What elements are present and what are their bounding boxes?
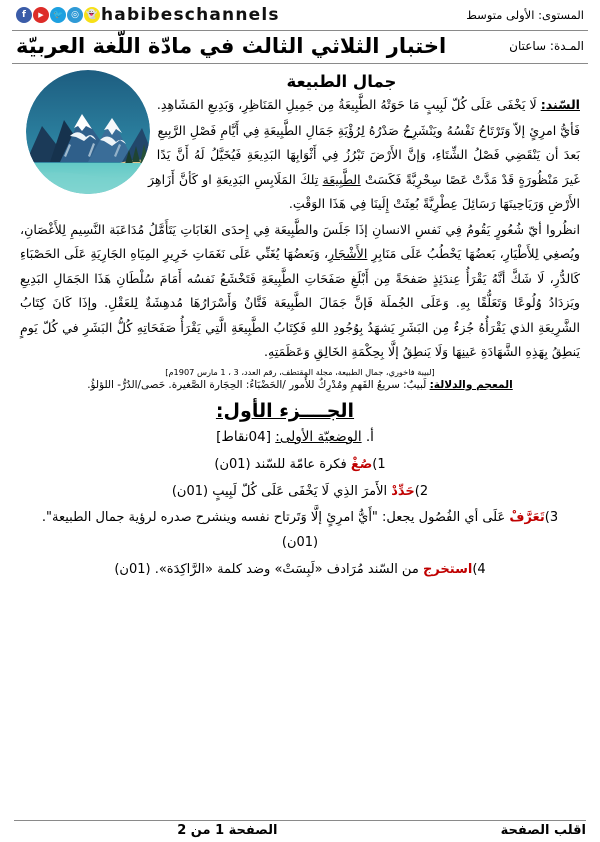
passage-p2-underline-1: رِحُ	[402, 122, 418, 138]
header-title-row	[12, 31, 588, 63]
twitter-icon[interactable]: 🐦	[50, 7, 66, 23]
situation-points: [04نقاط]	[216, 429, 271, 446]
question-1-text: فكرة عامّة للسّند	[254, 457, 351, 473]
question-item-1	[20, 453, 580, 478]
glossary-text: لَبيبٌ: سريعُ الفَهمِ ومُدْرِكٌ للأُمور /الحَضْبَاءُ: الحِجَارة الصَّغيرة. حَصى/الدُرُّ- اللؤلؤُ.	[87, 379, 427, 392]
passage-p3a: انظُروا أيّ شُعُورٍ يَقُومُ فِي نَفسِ الانسانِ إذَا جَلَسَ والطَّبِيعَة فِي إِحدَى الغَابَاتِ يَتَأَمَّلُ مُدَاعَبَة النَّسِيمِ لِلأَغْصَانِ، ويُصغِي لِلأَطْيَارِ، بَعضُهَا يَخْطُبُ عَلَى مَنَابِرِ	[20, 221, 580, 262]
question-1-number: 1)	[372, 457, 386, 473]
turn-page-note: اقلب الصفحة	[500, 823, 586, 838]
question-4-number: 4)	[472, 561, 486, 577]
level-label: المستوى: الأولى متوسط	[466, 8, 584, 22]
question-3-points: (01ن)	[281, 535, 319, 551]
question-list	[20, 453, 580, 582]
situation-label: الوضعيّة الأولى:	[275, 429, 362, 446]
passage-paragraph-3	[20, 218, 580, 365]
page-indicator: الصفحة 1 من 2	[177, 823, 278, 838]
question-2-points: (01ن)	[171, 483, 209, 499]
source-citation: [لبيبة فاخوري، جمال الطبيعة، مجلة المقتطف، رقم العدد، 3 ، 1 مارس 1907م]	[165, 367, 435, 378]
document-content	[12, 64, 588, 582]
question-2-text: الأَمرَ الذِي لَا يَخْفَى عَلَى كُلّ لَبِيبٍ	[212, 483, 392, 499]
facebook-icon[interactable]: f	[16, 7, 32, 23]
exam-title: اختبار الثلاثي الثالث في مادّة اللّغة العربيّة	[16, 34, 447, 58]
sanad-label: السّند:	[540, 97, 580, 112]
brand-name: habibeschannels	[101, 5, 280, 25]
passage-p2b: صَدْرُهُ لِرُؤْيَةِ جَمَالِ الطَّبِيعَةِ فِي أَيَّامِ فَصْلِ الرَّبِيعِ بَعدَ أن يَنْقَضِي فَصْلُ الشِّتَاءِ، وَإنَّ الأَرْضَ تَبْرُزُ فِي أَثْوَابِهَا البَدِيعَةِ فَيُخَيَّلُ لَهُ أَنَّ يَدًا غَيرَ مَنْظُورَةٍ قَدْ مَدَّتْ عَصًا سِحْرِيَّةً فَكَسَتْ	[156, 122, 580, 187]
glossary-label: المعجم والدلالة:	[429, 379, 513, 392]
question-2-verb: حَدِّدْ	[391, 483, 415, 499]
glossary-line	[20, 379, 580, 391]
snapchat-icon[interactable]: 👻	[84, 7, 100, 23]
passage-p3-underline: الأَشْجَارِ	[328, 246, 368, 262]
duration-label: المـدة: ساعتان	[509, 39, 584, 53]
question-3-text: عَلَى أي الفُصُول يجعل: "أَيُّ امرِئٍ إلَّا وَتَرتاح نفسه وينشرح صدره لرؤية جمال الطبيعة".	[41, 510, 510, 526]
question-1-verb: صُغْ	[350, 457, 373, 473]
footer-row	[14, 823, 586, 838]
question-1-points: (01ن)	[214, 457, 251, 473]
question-4-points: (01ن)	[114, 561, 151, 577]
question-item-2	[20, 480, 580, 505]
question-item-3	[20, 506, 580, 555]
youtube-icon[interactable]: ▶	[33, 7, 49, 23]
brand-block	[16, 5, 286, 25]
question-2-number: 2)	[414, 483, 429, 499]
landscape-illustration	[26, 70, 150, 194]
header-top-bar	[12, 0, 588, 30]
passage-p1-text: لَا يَخْفَى عَلَى كُلّ لَبِيبٍ مَا حَوَتْهُ الطَّبِيعَةُ مِن جَمِيلِ المَنَاظِرِ، وَبَدِيعِ المَشَاهِدِ.	[156, 97, 541, 112]
passage-p2-underline-2: الطَّبِيعَة	[322, 171, 361, 187]
passage-p2c: تِلكَ المَلَابِسِ البَدِيعَةِ او كَأنَّ أَزَاهِرَ الأَرْضِ وَرَيَاحِينَهَا رَسَائِلَ عِطْرِيَّةً بُعِثَتْ إِلَينَا فِي هَذَا الوَقْتِ.	[147, 171, 580, 212]
question-item-4	[20, 558, 580, 583]
question-4-text: من السّند مُرَادف «لَبِسَتْ» وضد كلمة «الرَّاكِدَة».	[154, 561, 423, 577]
page-footer	[0, 820, 600, 842]
situation-prefix: أ.	[365, 429, 374, 446]
passage-p3b: ، وَبَعضُهَا يُغَنِّي عَلَى نَغَمَاتِ خَرِيرِ المِيَاهِ الجَارِيَةِ عَلَى الحَصْبَاءِ كَالدُّرِ، لَا شَكَّ أنَّهُ يَقْرَأُ عِندَئِذٍ صَفحَةً مِن أَبْلَغِ صَفَحَاتِ الطَّبِيعَةِ فَتَخْشَعُ نَفسُه أَمَامَ سُلْطَانِ هَذَا الجَمَالِ البَدِيعِ ويَزدَادُ وُلُوعًا وَتَعَلُّقًا بِهِ. وَعَلَى الجُملَة فَإنَّ جَمَالَ الطَّبِيعَة فَتَّانٌ وَأَسْرَارُهَا مُدهِشَةٌ لِلعَقْلِ. وإذَا كَانَ كِتَابُ الشَّرِيعَةِ الذي يَقْرَأُهُ جُزءٌ مِن البَشَرِ يَشهَدُ بِوُجُودِ اللهِ فَكِتَابُ الطَّبِيعَةِ الَّتِي يَقْرَأُ صَفَحَاتِهِ كُلُّ البَشَرِ في كُلّ يَومٍ يَنطِقُ بِهَذِهِ الشَّهَادَةِ عَينِهَا وَلَا يَنطِقُ إلَّا بِحِكْمَةِ الخَالِقِ وَعَظَمَتِهِ.	[20, 246, 580, 360]
instagram-icon[interactable]: ◎	[67, 7, 83, 23]
footer-divider	[14, 820, 586, 821]
question-4-verb: استخرج	[422, 561, 473, 577]
nature-landscape-image	[26, 70, 150, 194]
situation-one-header	[20, 429, 580, 445]
question-3-verb: تَعَرَّفْ	[509, 510, 545, 526]
passage-p2a: فَأيُّ امرِئٍ إلاّ وَتَرْتَاحُ نَفْسُهُ ويَنْشَ	[417, 122, 580, 138]
passage-heading: جمال الطبيعة	[286, 72, 397, 91]
part-one-title: الجــــزء الأول:	[215, 400, 355, 423]
question-3-number: 3)	[544, 510, 559, 526]
